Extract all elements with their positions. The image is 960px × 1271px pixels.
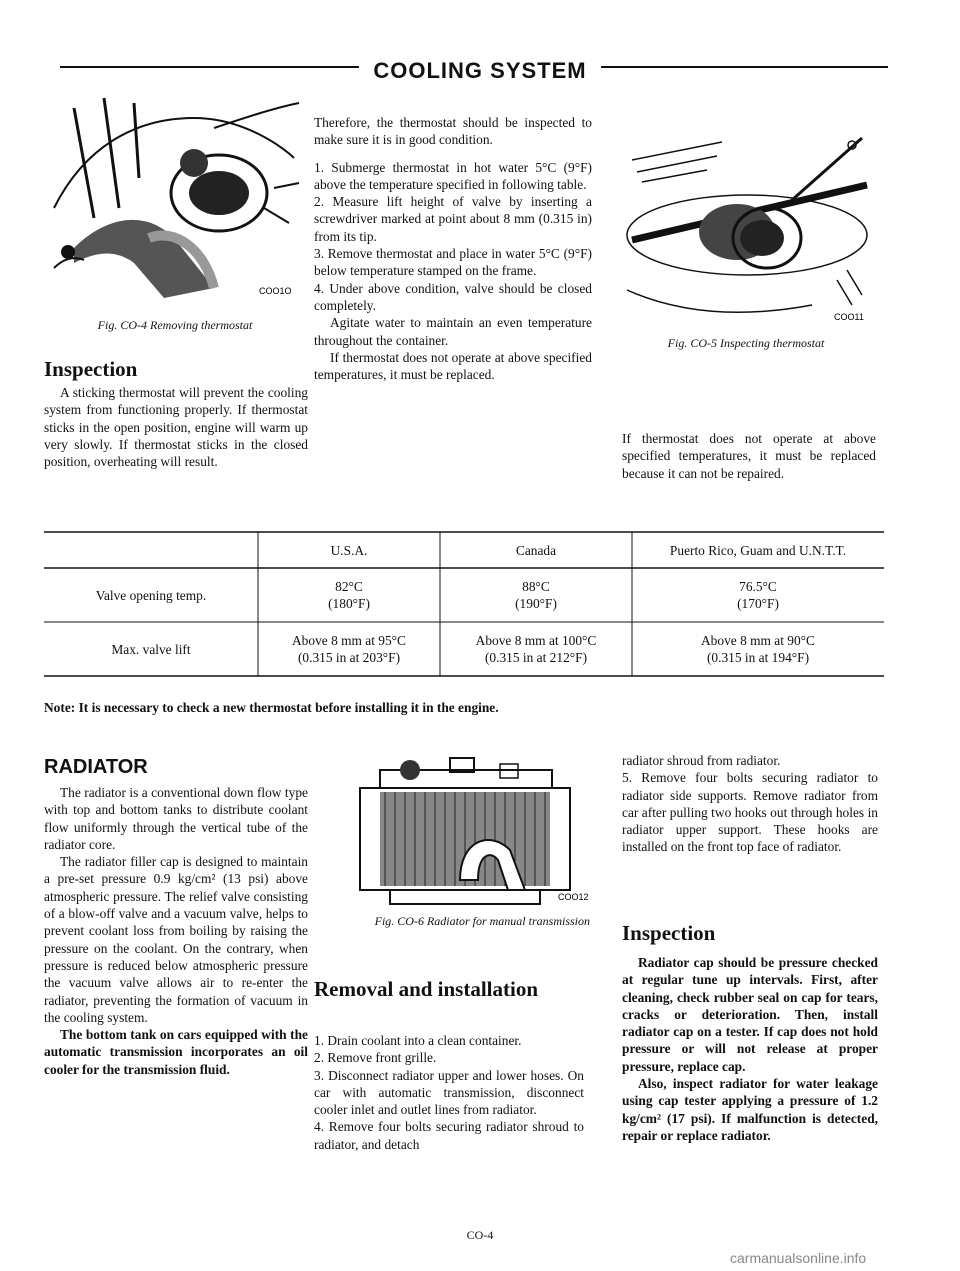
radiator-inspection-heading: Inspection bbox=[622, 921, 716, 945]
removal-step-1: 1. Drain coolant into a clean container. bbox=[314, 1033, 522, 1048]
thermostat-spec-table bbox=[44, 532, 884, 676]
cell-line: Above 8 mm at 90°C bbox=[701, 633, 815, 648]
procedure-step-1: 1. Submerge thermostat in hot water 5°C (9°F) above the temperature specified in following table. bbox=[314, 159, 592, 192]
removal-step-5: 5. Remove four bolts securing radiator to radiator side supports. Remove radiator from car after pulling two hooks out through holes in radiator upper support. These hooks are installed on the front top face of radiator. bbox=[622, 770, 878, 855]
thermostat-replace-note: If thermostat does not operate at above specified temperatures, it must be replaced because it can not be repaired. bbox=[622, 431, 876, 481]
removal-cont: radiator shroud from radiator. bbox=[622, 753, 781, 768]
cell-line: (0.315 in at 203°F) bbox=[297, 650, 401, 665]
procedure-step-4: 4. Under above condition, valve should be closed completely. bbox=[314, 280, 592, 313]
row-label-valve-lift: Max. valve lift bbox=[111, 641, 191, 657]
table-header-row bbox=[44, 532, 884, 568]
table-cell bbox=[258, 568, 440, 622]
radiator-inspection-p2: Also, inspect radiator for water leakage using cap tester applying a pressure of 1.2 kg/cm² (17 psi). If malfunction is detected, repair or replace radiator. bbox=[622, 1076, 878, 1143]
cell-line: (0.315 in at 212°F) bbox=[484, 650, 588, 665]
radiator-p1: The radiator is a conventional down flow type with top and bottom tanks to distribute coolant flow uniformly through the vertical tube of the radiator core. bbox=[44, 785, 308, 852]
fig-co5-caption: Fig. CO-5 Inspecting thermostat bbox=[667, 336, 825, 350]
thermostat-procedure bbox=[314, 114, 592, 383]
thermostat-removal-illustration bbox=[44, 88, 306, 308]
fig-co4-caption: Fig. CO-4 Removing thermostat bbox=[97, 318, 253, 332]
radiator-illustration bbox=[350, 750, 600, 910]
radiator-description bbox=[44, 784, 308, 1078]
table-header-empty bbox=[44, 532, 258, 568]
page-number: CO-4 bbox=[466, 1228, 494, 1242]
radiator-inspection-p1: Radiator cap should be pressure checked at regular tune up intervals. First, after cleaning, check rubber seal on cap for tears, cracks or deterioration. Then, install radiator cap on a tester. If cap does not hold pressure or will not release at proper pressure, replace cap. bbox=[622, 955, 878, 1074]
radiator-inspection-body bbox=[622, 954, 878, 1144]
cell-line: 82°C bbox=[335, 579, 363, 594]
removal-heading: Removal and installation bbox=[314, 977, 539, 1001]
cell-line: Above 8 mm at 95°C bbox=[292, 633, 406, 648]
procedure-replace: If thermostat does not operate at above specified temperatures, it must be replaced. bbox=[314, 349, 592, 383]
procedure-step-3: 3. Remove thermostat and place in water 5°C (9°F) below temperature stamped on the frame. bbox=[314, 246, 592, 279]
procedure-intro: Therefore, the thermostat should be inspected to make sure it is in good condition. bbox=[314, 115, 592, 148]
cell-line: Above 8 mm at 100°C bbox=[475, 633, 597, 648]
fig-co6-caption: Fig. CO-6 Radiator for manual transmission bbox=[374, 914, 590, 928]
fig-co4-code: COO1O bbox=[259, 286, 292, 296]
procedure-agitate: Agitate water to maintain an even temperature throughout the container. bbox=[314, 315, 592, 348]
cell-line: 88°C bbox=[522, 579, 550, 594]
table-header-canada: Canada bbox=[515, 542, 557, 558]
thermostat-inspection-illustration bbox=[612, 120, 880, 325]
install-note: Note: It is necessary to check a new thermostat before installing it in the engine. bbox=[44, 700, 499, 715]
radiator-heading: RADIATOR bbox=[44, 756, 148, 778]
table-row bbox=[44, 622, 884, 676]
cell-line: (170°F) bbox=[737, 596, 779, 611]
inspection-heading: Inspection bbox=[44, 357, 138, 381]
table-cell bbox=[632, 622, 884, 676]
inspection-body: A sticking thermostat will prevent the cooling system from functioning properly. If thermostat sticks in the open position, engine will warm up very slowly. If thermostat sticks in the closed position, overheating will result. bbox=[44, 385, 308, 470]
table-cell bbox=[440, 622, 632, 676]
removal-step-3: 3. Disconnect radiator upper and lower hoses. On car with automatic transmission, disconnect cooler inlet and outlet lines from radiator. bbox=[314, 1067, 584, 1118]
procedure-step-2: 2. Measure lift height of valve by inserting a screwdriver marked at point about 8 mm (0.315 in) from its tip. bbox=[314, 194, 592, 244]
site-watermark: carmanualsonline.info bbox=[730, 1250, 867, 1266]
removal-step-4: 4. Remove four bolts securing radiator shroud to radiator, and detach bbox=[314, 1119, 584, 1152]
page-title: COOLING SYSTEM bbox=[359, 58, 600, 83]
table-cell bbox=[440, 568, 632, 622]
fig-co5-code: COO11 bbox=[834, 312, 864, 322]
table-cell bbox=[632, 568, 884, 622]
page-header bbox=[0, 58, 960, 84]
table-header-usa: U.S.A. bbox=[330, 542, 368, 558]
fig-co6-code: COO12 bbox=[558, 892, 589, 902]
removal-step-2: 2. Remove front grille. bbox=[314, 1050, 437, 1066]
table-row bbox=[44, 568, 884, 622]
cell-line: (190°F) bbox=[515, 596, 557, 611]
table-cell bbox=[258, 622, 440, 676]
cell-line: (180°F) bbox=[328, 596, 370, 611]
row-label-valve-temp: Valve opening temp. bbox=[95, 587, 207, 603]
cell-line: (0.315 in at 194°F) bbox=[706, 650, 810, 665]
removal-continued bbox=[622, 752, 878, 856]
cell-line: 76.5°C bbox=[739, 579, 777, 594]
table-header-puerto-rico: Puerto Rico, Guam and U.N.T.T. bbox=[669, 542, 847, 558]
radiator-p2: The radiator filler cap is designed to maintain a pre-set pressure 0.9 kg/cm² (13 psi) above atmospheric pressure. The relief valve consisting of a blow-off valve and a vacuum valve, helps to prevent coolant loss from boiling by raising the pressure on the coolant. On the contrary, when pressure is reduced below atmospheric pressure the vacuum valve allows air to re-enter the radiator, preventing the formation of vacuum in the cooling system. bbox=[44, 854, 308, 1025]
removal-steps bbox=[314, 1032, 584, 1153]
radiator-p3: The bottom tank on cars equipped with the automatic transmission incorporates an oil cooler for the transmission fluid. bbox=[44, 1027, 308, 1077]
